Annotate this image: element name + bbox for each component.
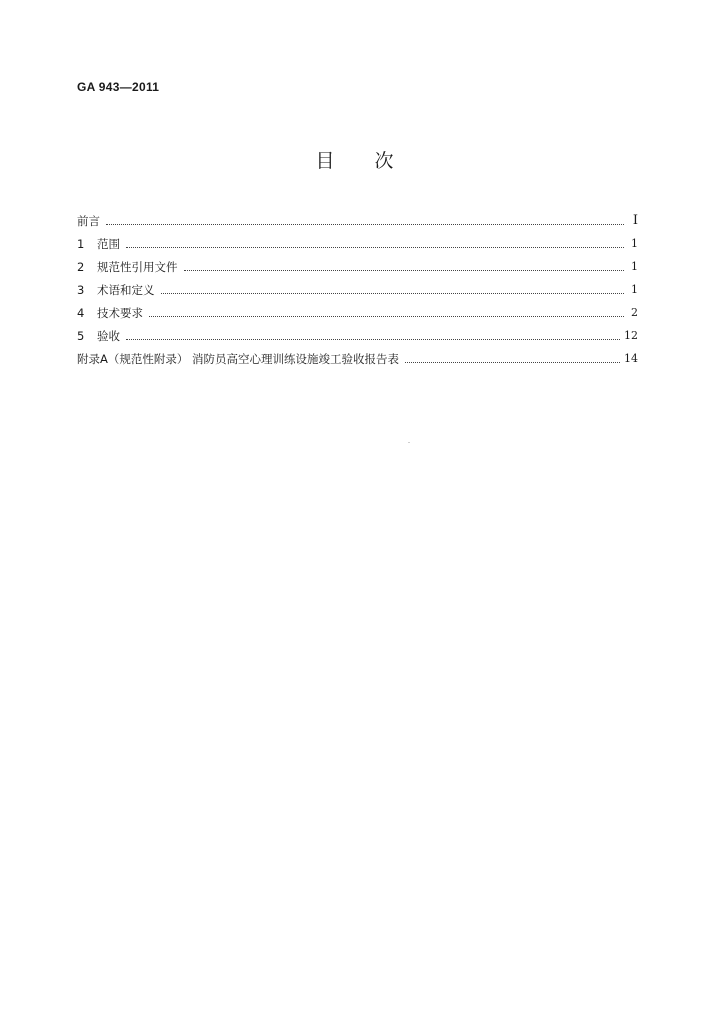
toc-entry-page: 1 — [631, 237, 638, 250]
toc-entry-terms-definitions[interactable] — [77, 274, 638, 297]
toc-entry-technical-requirements[interactable] — [77, 297, 638, 320]
toc-entry-label-group — [77, 329, 120, 343]
toc-entry-number: 1 — [77, 237, 85, 251]
toc-entry-label: 附录A（规范性附录） 消防员高空心理训练设施竣工验收报告表 — [77, 352, 400, 366]
toc-leader-dots — [106, 224, 624, 225]
toc-entry-label-group — [77, 260, 178, 274]
toc-leader-dots — [126, 247, 624, 248]
toc-entry-number: 5 — [77, 329, 85, 343]
toc-entry-label: 验收 — [97, 329, 120, 343]
toc-entry-number: 4 — [77, 306, 85, 320]
toc-entry-acceptance[interactable] — [77, 320, 638, 343]
toc-entry-appendix-a[interactable] — [77, 343, 638, 366]
toc-entry-page: 1 — [631, 260, 638, 273]
toc-entry-label: 技术要求 — [97, 306, 143, 320]
toc-entry-number: 2 — [77, 260, 85, 274]
toc-entry-page: 12 — [624, 329, 638, 342]
toc-entry-label-group — [77, 237, 120, 251]
page-title: 目次 — [315, 150, 434, 172]
toc-leader-dots — [161, 293, 625, 294]
toc-entry-page: Ⅰ — [632, 213, 638, 228]
toc-entry-page: 14 — [624, 352, 638, 365]
toc-entry-label: 术语和定义 — [97, 283, 155, 297]
toc-entry-foreword[interactable] — [77, 205, 638, 228]
toc-entry-label: 规范性引用文件 — [97, 260, 178, 274]
toc-leader-dots — [405, 362, 620, 363]
toc-entry-page: 2 — [631, 306, 638, 319]
toc-entry-label: 前言 — [77, 214, 100, 228]
standard-code: GA 943—2011 — [77, 80, 160, 94]
toc-entry-label: 范围 — [97, 237, 120, 251]
toc-leader-dots — [126, 339, 620, 340]
toc-leader-dots — [149, 316, 624, 317]
toc-entry-page: 1 — [631, 283, 638, 296]
table-of-contents — [77, 205, 638, 366]
toc-leader-dots — [184, 270, 625, 271]
toc-entry-label-group — [77, 283, 155, 297]
scan-speck — [408, 442, 410, 443]
toc-entry-number: 3 — [77, 283, 85, 297]
toc-entry-scope[interactable] — [77, 228, 638, 251]
toc-entry-normative-references[interactable] — [77, 251, 638, 274]
toc-entry-label-group — [77, 306, 143, 320]
